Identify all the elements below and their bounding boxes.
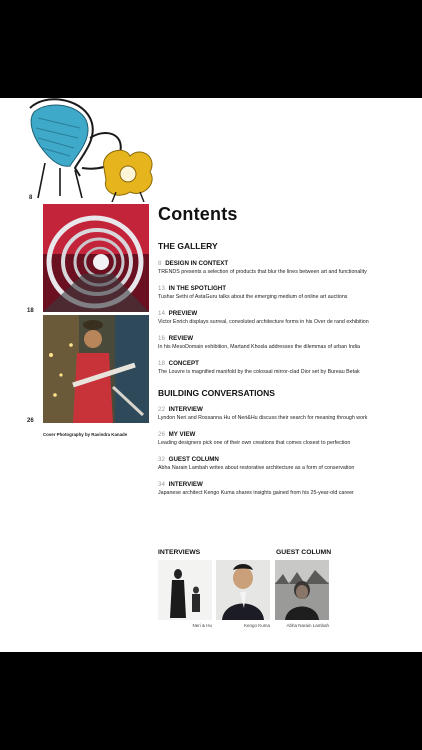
entry-title: IN THE SPOTLIGHT [168,285,227,292]
entry-page: 34 [158,481,165,488]
kengo-kuma-photo[interactable] [216,560,270,620]
caption-abha-lambah: Abha Narain Lambah [286,623,329,628]
entry-title: PREVIEW [168,310,198,317]
entry-page: 16 [158,335,165,342]
entry-description: The Louvre is magnified manifold by the colossal mirror-clad Dior set by Bureau Betak [158,369,360,375]
entry-page: 13 [158,285,165,292]
toc-entry[interactable] [158,406,408,421]
entry-page: 26 [158,431,165,438]
entry-description: Lyndon Neri and Rossanna Hu of Neri&Hu discuss their search for meaning through work [158,415,368,421]
toc-entry[interactable] [158,456,408,471]
entry-description: Abha Narain Lambah writes about restorative architecture as a form of conservation [158,465,355,471]
tunnel-photo [43,204,149,312]
entry-page: 14 [158,310,165,317]
interviews-label: INTERVIEWS [158,549,201,556]
entry-title: GUEST COLUMN [168,456,219,463]
entry-description: Leading designers pick one of their own creations that comes closest to perfection [158,440,351,446]
chair-photo [20,98,160,202]
cover-credit: Cover Photography by Ravindra Kanade [43,432,128,437]
guest-column-label: GUEST COLUMN [276,549,332,556]
abha-lambah-photo[interactable] [275,560,329,620]
entry-title: INTERVIEW [168,481,203,488]
entry-title: INTERVIEW [168,406,203,413]
entry-title: MY VIEW [168,431,196,438]
caption-kengo-kuma: Kengo Kuma [243,623,270,628]
entry-description: Victor Enrich displays surreal, convoluted architecture forms in his Over de rand exhibition [158,319,369,325]
caption-neri-hu: Neri & Hu [192,623,212,628]
toc-entry[interactable] [158,310,408,325]
entry-description: TRENDS presents a selection of products that blur the lines between art and functionality [158,269,367,275]
neri-hu-photo[interactable] [158,560,212,620]
page-number-18: 18 [27,308,34,314]
toc-entry[interactable] [158,481,408,496]
section-heading-building-conversations: BUILDING CONVERSATIONS [158,388,275,398]
entry-page: 18 [158,360,165,367]
entry-page: 32 [158,456,165,463]
page-number-26: 26 [27,418,34,424]
entry-page: 8 [158,260,162,267]
entry-title: DESIGN IN CONTEXT [165,260,229,267]
toc-entry[interactable] [158,335,408,350]
section-heading-gallery: THE GALLERY [158,241,218,251]
magazine-page [0,98,422,652]
entry-title: REVIEW [168,335,194,342]
toc-entry[interactable] [158,285,408,300]
entry-description: Japanese architect Kengo Kuma shares insights gained from his 25-year-old career [158,490,354,496]
toc-entry[interactable] [158,431,408,446]
entry-description: Tushar Sethi of AstaGuru talks about the emerging medium of online art auctions [158,294,348,300]
cover-photo [43,315,149,423]
entry-title: CONCEPT [168,360,199,367]
entry-description: In his MesoDomain exhibition, Martand Khosla addresses the dilemmas of urban India [158,344,360,350]
page-number-8: 8 [29,195,33,201]
entry-page: 22 [158,406,165,413]
toc-entry[interactable] [158,260,408,275]
page-title: Contents [158,204,238,224]
toc-entry[interactable] [158,360,408,375]
